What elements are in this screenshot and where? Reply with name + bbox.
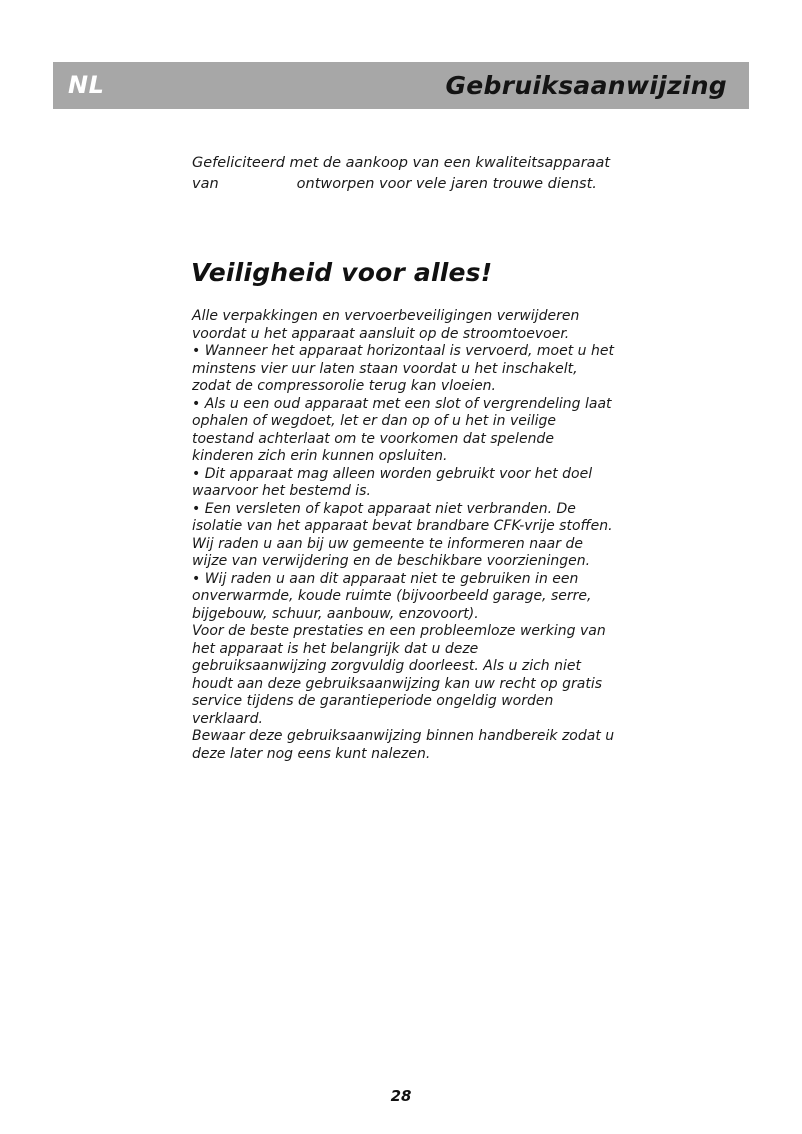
section-heading: Veiligheid voor alles! <box>191 258 493 287</box>
bullet-paragraph: • Wanneer het apparaat horizontaal is vervoerd, moet u het minstens vier uur laten staan voordat u het inschakelt, zodat de compressorolie terug kan vloeien. <box>192 343 614 394</box>
intro-line-1: Gefeliciteerd met de aankoop van een kwaliteitsapparaat <box>192 155 611 171</box>
header-bar <box>53 62 749 109</box>
intro-line-2-start: van <box>192 176 219 192</box>
language-code: NL <box>68 71 105 99</box>
paragraph: Bewaar deze gebruiksaanwijzing binnen handbereik zodat u deze later nog eens kunt nalezen. <box>192 728 615 762</box>
intro-line-2-end: ontworpen voor vele jaren trouwe dienst. <box>296 176 597 192</box>
bullet-paragraph: • Een versleten of kapot apparaat niet verbranden. De isolatie van het apparaat bevat brandbare CFK-vrije stoffen. Wij raden u aan bij uw gemeente te informeren naar de wijze van verwijdering en de beschikbare voorzieningen. <box>192 500 613 569</box>
bullet-paragraph: • Dit apparaat mag alleen worden gebruikt voor het doel waarvoor het bestemd is. <box>192 465 593 499</box>
paragraph: Alle verpakkingen en vervoerbeveiligingen verwijderen voordat u het apparaat aansluit op de stroomtoevoer. <box>192 308 580 342</box>
page-number: 28 <box>390 1087 412 1105</box>
intro-text <box>192 153 622 195</box>
bullet-paragraph: • Wij raden u aan dit apparaat niet te gebruiken in een onverwarmde, koude ruimte (bijvoorbeeld garage, serre, bijgebouw, schuur, aanbouw, enzovoort). <box>192 570 592 622</box>
page-title: Gebruiksaanwijzing <box>445 71 727 100</box>
paragraph: Voor de beste prestaties en een probleemloze werking van het apparaat is het belangrijk dat u deze gebruiksaanwijzing zorgvuldig doorleest. Als u zich niet houdt aan deze gebruiksaanwijzing kan uw recht op gratis service tijdens de garantieperiode ongeldig worden verklaard. <box>192 623 606 727</box>
intro-line-2 <box>192 174 622 195</box>
safety-instructions <box>192 308 617 763</box>
bullet-paragraph: • Als u een oud apparaat met een slot of vergrendeling laat ophalen of wegdoet, let er dan op of u het in veilige toestand achterlaat om te voorkomen dat spelende kinderen zich erin kunnen opsluiten. <box>192 395 612 464</box>
